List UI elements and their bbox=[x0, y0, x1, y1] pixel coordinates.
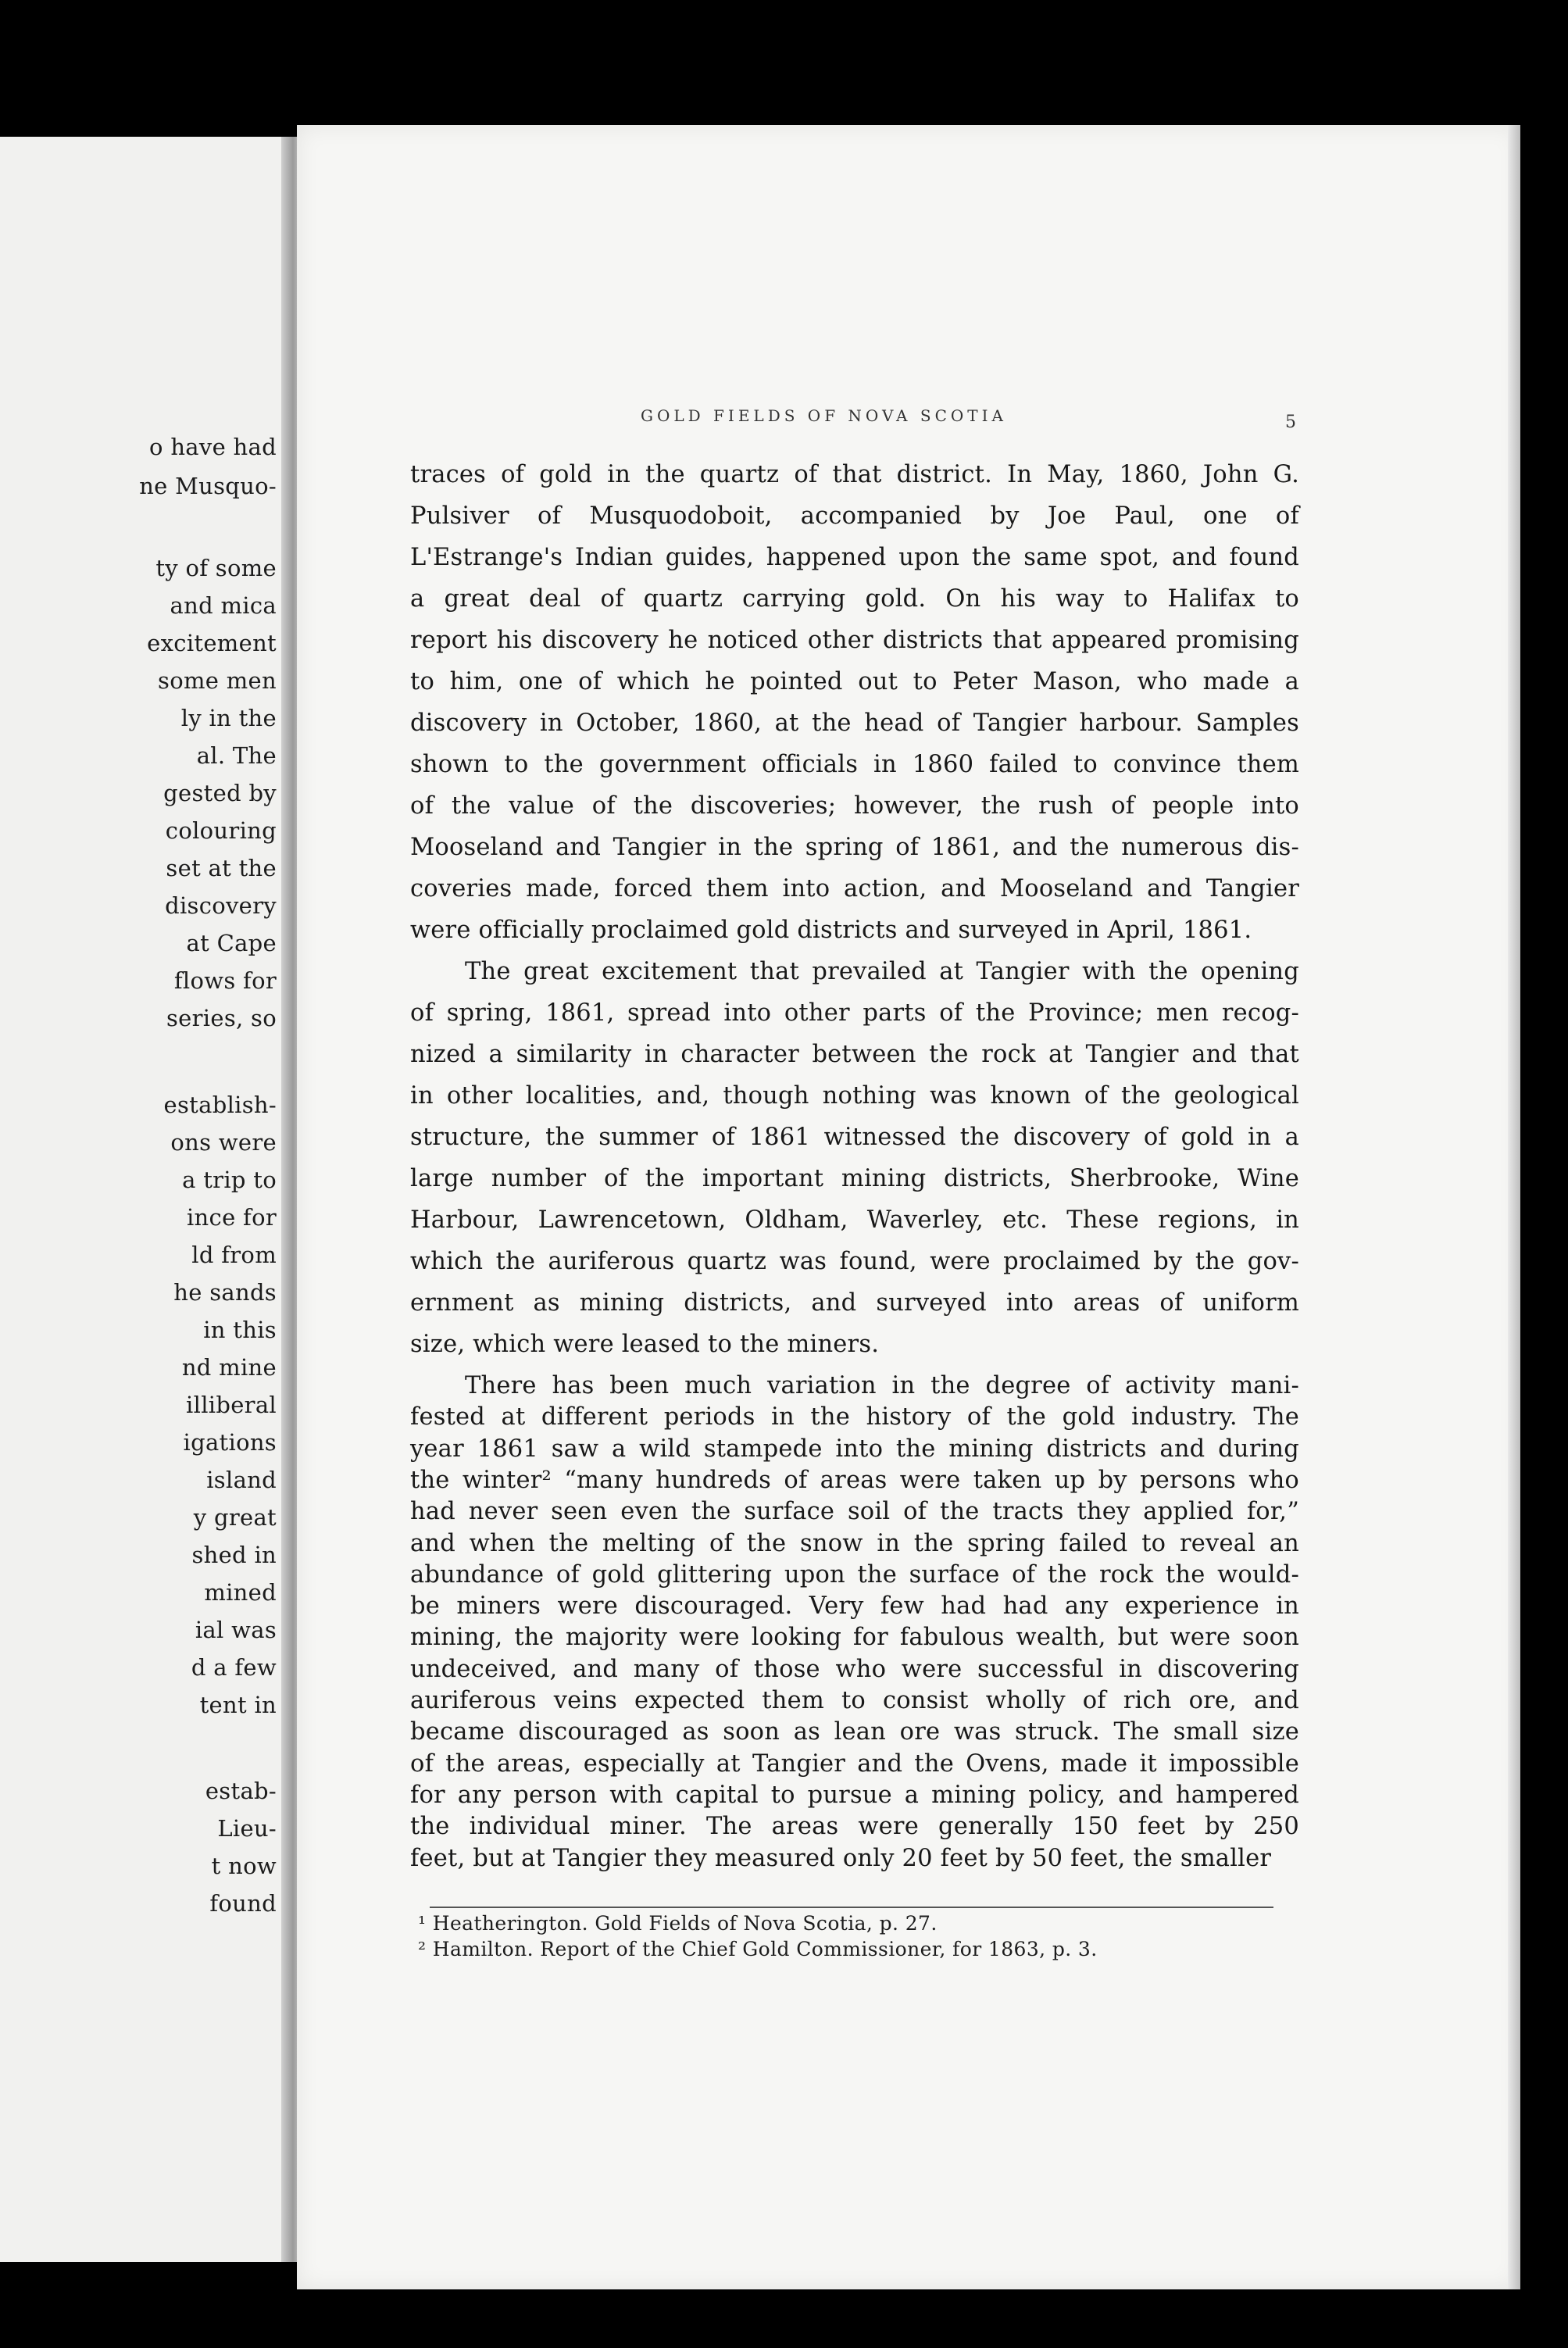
left-page-line: estab- bbox=[205, 1778, 277, 1804]
text-line: the winter² “many hundreds of areas were taken up by persons who bbox=[410, 1466, 1299, 1494]
left-page-line: ly in the bbox=[180, 705, 277, 731]
text-line: large number of the important mining districts, Sherbrooke, Wine bbox=[410, 1165, 1299, 1192]
left-page-line: he sands bbox=[173, 1279, 277, 1306]
text-line: structure, the summer of 1861 witnessed the discovery of gold in a bbox=[410, 1124, 1299, 1151]
text-line: Mooseland and Tangier in the spring of 1861, and the numerous dis- bbox=[410, 834, 1299, 861]
text-line: The great excitement that prevailed at Tangier with the opening bbox=[465, 958, 1299, 985]
page-edge-shadow bbox=[1508, 125, 1520, 2289]
text-line: size, which were leased to the miners. bbox=[410, 1331, 880, 1358]
text-line: undeceived, and many of those who were successful in discovering bbox=[410, 1655, 1299, 1683]
left-page-line: igations bbox=[183, 1429, 277, 1456]
text-line: to him, one of which he pointed out to Peter Mason, who made a bbox=[410, 668, 1299, 695]
text-line: of spring, 1861, spread into other parts of the Province; men recog- bbox=[410, 999, 1299, 1027]
text-line: Pulsiver of Musquodoboit, accompanied by Joe Paul, one of bbox=[410, 502, 1299, 530]
text-line: feet, but at Tangier they measured only 20 feet by 50 feet, the smaller bbox=[410, 1844, 1272, 1872]
text-line: There has been much variation in the degree of activity mani- bbox=[465, 1372, 1299, 1399]
left-page-line: flows for bbox=[173, 967, 277, 994]
text-line: year 1861 saw a wild stampede into the mining districts and during bbox=[410, 1435, 1299, 1463]
left-page-line: shed in bbox=[191, 1542, 277, 1568]
left-page-line: discovery bbox=[165, 892, 277, 919]
left-page-line: ial was bbox=[195, 1617, 277, 1643]
text-line: coveries made, forced them into action, and Mooseland and Tangier bbox=[410, 875, 1299, 902]
footnote-2: ² Hamilton. Report of the Chief Gold Commissioner, for 1863, p. 3. bbox=[418, 1938, 1098, 1960]
left-page-line: Lieu- bbox=[217, 1815, 277, 1842]
left-page-line: and mica bbox=[170, 592, 277, 619]
left-page-line: t now bbox=[211, 1853, 277, 1879]
text-line: discovery in October, 1860, at the head of Tangier harbour. Samples bbox=[410, 709, 1299, 737]
left-page-line: at Cape bbox=[186, 930, 277, 956]
left-page-line: excitement bbox=[147, 630, 277, 656]
left-page-line: ld from bbox=[191, 1242, 277, 1268]
text-line: and when the melting of the snow in the spring failed to reveal an bbox=[410, 1529, 1299, 1557]
left-page-line: series, so bbox=[166, 1005, 277, 1031]
text-line: were officially proclaimed gold districts and surveyed in April, 1861. bbox=[410, 917, 1252, 944]
text-line: report his discovery he noticed other districts that appeared promising bbox=[410, 627, 1299, 654]
left-page-line: d a few bbox=[191, 1654, 277, 1681]
text-line: nized a similarity in character between the rock at Tangier and that bbox=[410, 1041, 1299, 1068]
left-page-line: illiberal bbox=[186, 1392, 277, 1418]
text-line: be miners were discouraged. Very few had had any experience in bbox=[410, 1592, 1299, 1621]
text-line: of the areas, especially at Tangier and the Ovens, made it impossible bbox=[410, 1749, 1299, 1778]
left-page-line: o have had bbox=[149, 434, 277, 460]
left-page-line: ty of some bbox=[155, 555, 277, 581]
left-page-line: nd mine bbox=[181, 1354, 277, 1381]
left-page-line: ne Musquo- bbox=[139, 473, 277, 499]
left-page-line: a trip to bbox=[182, 1167, 277, 1193]
text-line: in other localities, and, though nothing was known of the geological bbox=[410, 1082, 1299, 1110]
text-line: auriferous veins expected them to consist wholly of rich ore, and bbox=[410, 1687, 1299, 1714]
text-line: a great deal of quartz carrying gold. On his way to Halifax to bbox=[410, 585, 1299, 613]
text-line: had never seen even the surface soil of the tracts they applied for,” bbox=[410, 1498, 1299, 1526]
left-page-line: in this bbox=[203, 1317, 277, 1343]
left-page-line: al. The bbox=[196, 742, 277, 769]
left-page-line: some men bbox=[158, 667, 277, 694]
text-line: L'Estrange's Indian guides, happened upon the same spot, and found bbox=[410, 544, 1299, 571]
footnote-rule bbox=[430, 1907, 1273, 1908]
text-line: for any person with capital to pursue a mining policy, and hampered bbox=[410, 1781, 1299, 1809]
left-page-line: set at the bbox=[166, 855, 277, 881]
running-head: GOLD FIELDS OF NOVA SCOTIA bbox=[641, 406, 1007, 425]
left-page-line: ince for bbox=[186, 1204, 277, 1231]
left-page-line: ons were bbox=[170, 1129, 277, 1156]
left-page-line: tent in bbox=[199, 1692, 277, 1718]
left-page-line: colouring bbox=[165, 817, 277, 844]
text-line: which the auriferous quartz was found, were proclaimed by the gov- bbox=[410, 1248, 1299, 1275]
text-line: shown to the government officials in 1860 failed to convince them bbox=[410, 751, 1299, 778]
left-page-fragment bbox=[0, 137, 288, 2262]
left-page-line: mined bbox=[204, 1579, 277, 1606]
left-page-line: establish- bbox=[163, 1092, 277, 1118]
text-line: traces of gold in the quartz of that district. In May, 1860, John G. bbox=[410, 461, 1299, 488]
left-page-line: gested by bbox=[163, 780, 277, 806]
text-line: fested at different periods in the history of the gold industry. The bbox=[410, 1403, 1299, 1431]
text-line: mining, the majority were looking for fabulous wealth, but were soon bbox=[410, 1624, 1299, 1652]
page-number: 5 bbox=[1285, 413, 1296, 432]
text-line: ernment as mining districts, and surveyed into areas of uniform bbox=[410, 1289, 1299, 1317]
text-line: became discouraged as soon as lean ore was struck. The small size bbox=[410, 1718, 1299, 1746]
left-page-line: island bbox=[206, 1467, 277, 1493]
text-line: the individual miner. The areas were generally 150 feet by 250 bbox=[410, 1813, 1299, 1841]
text-line: of the value of the discoveries; however, the rush of people into bbox=[410, 792, 1299, 820]
left-page-line: y great bbox=[193, 1504, 277, 1531]
footnote-1: ¹ Heatherington. Gold Fields of Nova Scotia, p. 27. bbox=[418, 1912, 938, 1935]
left-page-line: found bbox=[209, 1890, 277, 1917]
text-line: abundance of gold glittering upon the surface of the rock the would- bbox=[410, 1560, 1299, 1589]
text-line: Harbour, Lawrencetown, Oldham, Waverley, etc. These regions, in bbox=[410, 1206, 1299, 1234]
